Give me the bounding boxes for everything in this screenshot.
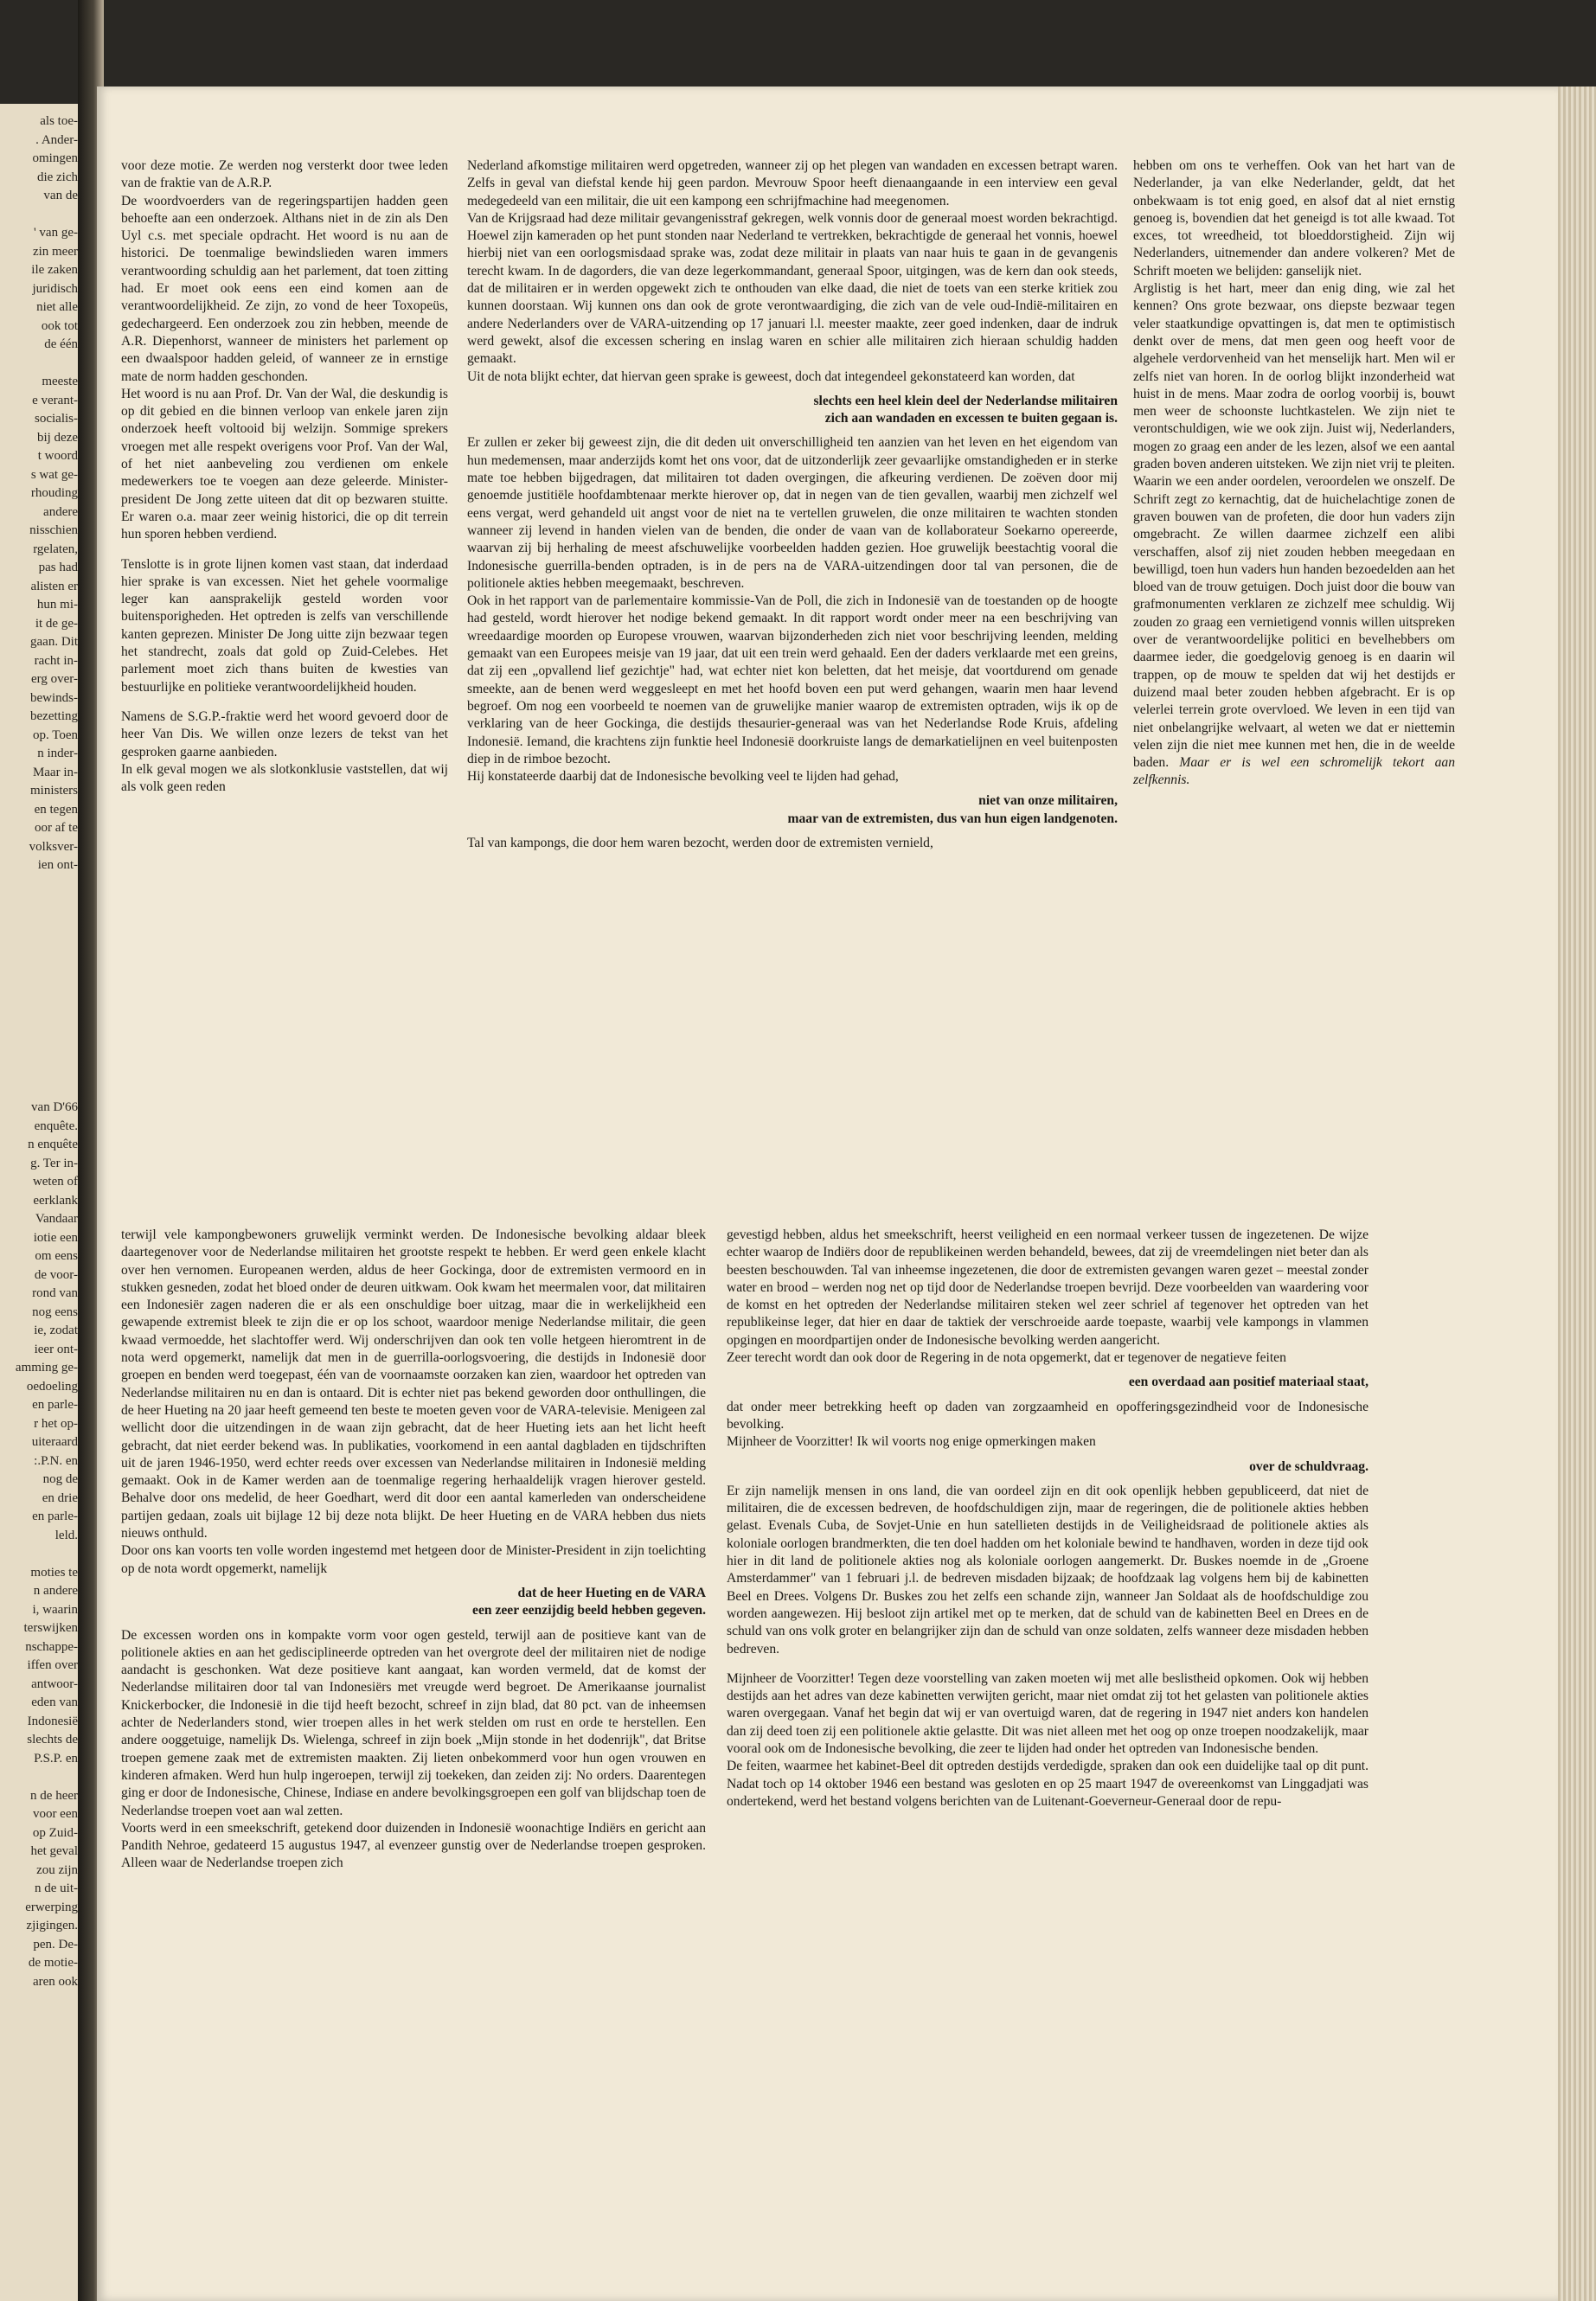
previous-page-line: op. Toen: [32, 727, 78, 742]
paragraph: Namens de S.G.P.-fraktie werd het woord gevoerd door de heer Van Dis. We willen onze lezers de tekst van het gesproken gaarne aanbieden.: [121, 708, 448, 760]
previous-page-edge: [0, 104, 83, 2301]
previous-page-line: volksver-: [29, 839, 78, 854]
previous-page-line: Maar in-: [32, 765, 78, 779]
previous-page-line: oedoeling: [26, 1379, 78, 1394]
paragraph: Ook in het rapport van de parlementaire kommissie-Van de Poll, die zich in Indonesië van de toestanden op de hoogte had gesteld, wordt hierover het nodige bekend gemaakt. In dit rapport wordt onder meer na een beschrijving van wreedaardige moorden op Europese vrouwen, waarvan bijzonderheden zich niet voor beschrijving leenden, melding gemaakt van een Europees meisje van 19 jaar, dat uit een trein werd gehaald. Een der daders verklaarde met een greins, dat zij een „opvallend lief gezichtje" had, wat echter niet kon beletten, dat het meisje, dat voortdurend om genade smeekte, aan de benen werd weggesleept en met het hoofd boven een put werd gehangen, waarin men haar levend begroef. Om nog een voorbeeld te noemen van de gruwelijke manier waarop de extremisten optraden, wijs ik op de verklaring van de heer Gockinga, die destijds thesaurier-generaal was van het Nederlandse Rode Kruis, afdeling Indonesië. Iemand, die krachtens zijn funktie heel Indonesië doorkruiste langs de demarkatielijnen en veel buitenposten diep in de rimboe bezocht.: [467, 593, 1118, 766]
previous-page-line: rond van: [32, 1286, 78, 1300]
column-3: [1133, 157, 1455, 790]
paragraph: Hij konstateerde daarbij dat de Indonesische bevolking veel te lijden had gehad,: [467, 769, 899, 785]
previous-page-line: e verant-: [32, 393, 78, 407]
paragraph: Mijnheer de Voorzitter! Ik wil voorts nog enige opmerkingen maken: [727, 1434, 1096, 1450]
previous-page-line: racht in-: [34, 653, 78, 668]
italic-sentence: Maar er is wel een schromelijk tekort aan zelfkennis.: [1133, 755, 1455, 788]
paragraph: hebben om ons te verheffen. Ook van het hart van de Nederlander, ja van elke Nederlander, geldt, dat het onbekwaam is tot enig goed, en alsof dat al niet ernstig genoeg is, bovendien dat het geneigd is tot alle kwaad. Tot exces, tot wreedheid, tot bloeddorstigheid. Zijn wij Nederlanders, uitnemender dan andere volkeren? Met de Schrift moeten we belijden: ganselijk niet.: [1133, 158, 1455, 279]
previous-page-line: juridisch: [32, 281, 78, 296]
previous-page-line: t woord: [37, 449, 78, 463]
page-stack-edge: [1558, 87, 1596, 2301]
previous-page-line: en parle-: [32, 1398, 78, 1412]
previous-page-line: rgelaten,: [33, 542, 78, 556]
previous-page-line: om eens: [35, 1249, 78, 1263]
previous-page-line: g. Ter in-: [30, 1156, 78, 1170]
previous-page-line: ie, zodat: [34, 1324, 78, 1337]
previous-page-line: [0, 206, 83, 225]
paragraph: Het woord is nu aan Prof. Dr. Van der Wal, die deskundig is op dit gebied en die binnen verloop van enkele jaren zijn onderzoek heeft voltooid bij welzijn. Sommige sprekers vroegen met alle respekt overigens voor Prof. Van der Wal, of het niet aanbeveling zou verdienen om enkele medewerkers toe te voegen aan deze geleerde. Minister-president De Jong zette uiteen dat dit op bezwaren stuitte. Er waren o.a. maar zeer weinig historici, die op dit terrein hun sporen hebben verdiend.: [121, 386, 448, 542]
previous-page-line: terswijken: [23, 1621, 78, 1635]
previous-page-line: de motie-: [28, 1956, 78, 1970]
previous-page-line: Indonesië: [27, 1714, 78, 1728]
previous-page-column-bottom: [0, 1099, 83, 1991]
paragraph: Arglistig is het hart, meer dan enig ding, wie zal het kennen? Ons grote bezwaar, ons diepste bezwaar tegen veler staatkundige opvattingen is, dat men te optimistisch denkt over de mens, dat men geen oog heeft voor de algehele verdorvenheid van het menselijk hart. Men wil er zelfs niet van horen. In de oorlog blijkt inzonderheid wat huist in de mens. Maar zodra de oorlog voorbij is, bouwt men weer de schoonste luchtkastelen. We zijn niet te verontschuldigen, wie we ook zijn. Juist wij, Nederlanders, mogen zo graag een ander de les lezen, alsof we een aantal graden boven anderen uitsteken. We zijn niet vrij te pleiten. Waarin we een ander oordelen, veroordelen we onszelf. De Schrift zegt zo kernachtig, dat de huichelachtige zonen de graven bouwen van de profeten, die door hun vaders zijn omgebracht. Ze willen daarmee zichzelf een alibi verschaffen, alsof zij niet zouden hebben meegedaan en bewilligd, toen hun vaders hun handen bezoedelden aan het bloed van de trouw getuigen. Doch juist door die bouw van grafmonumenten verklaren ze zichzelf mee schuldig. Wij zouden zo graag een vernietigend vonnis willen uitspreken over de verantwoordelijke politici en bevelhebbers om daarmee ieder, die goedgelovig genoeg is en daarin wil trappen, op de mouw te spelden dat wij het destijds er duizend maal beter zouden hebben afgebracht. Er is op velerlei terrein grote overvloed. We leven in een tijd van niet onbelangrijke welvaart, al weten we dat er niettemin velen zijn die niet mee kunnen met hen, die in de weelde baden. Maar er is wel een schromelijk tekort aan zelfkennis.: [1133, 281, 1455, 788]
previous-page-line: niet alle: [36, 300, 78, 314]
previous-page-line: erwerping: [25, 1900, 78, 1914]
previous-page-line: n andere: [33, 1584, 78, 1598]
lower-right-block: [727, 1227, 1368, 1811]
previous-page-line: ieer ont-: [34, 1342, 78, 1356]
previous-page-line: hun mi-: [36, 598, 78, 612]
previous-page-line: nog de: [42, 1472, 78, 1486]
previous-page-line: nog eens: [32, 1304, 78, 1319]
previous-page-line: ien ont-: [37, 858, 78, 872]
previous-page-line: andere: [43, 504, 78, 519]
emphasized-quote: slechts een heel klein deel der Nederlandse militairen zich aan wandaden en excessen te buiten gegaan is.: [813, 393, 1118, 426]
paragraph: Voorts werd in een smeekschrift, getekend door duizenden in Indonesië woonachtige Indiërs en gericht aan Pandith Nehroe, gedateerd 15 augustus 1947, al evenzeer gunstig over de Nederlandse troepen gesproken. Alleen waar de Nederlandse troepen zich: [121, 1820, 706, 1871]
previous-page-line: voor een: [32, 1807, 78, 1821]
previous-page-line: n enquête: [28, 1138, 78, 1151]
previous-page-line: slechts de: [27, 1733, 78, 1747]
previous-page-line: eden van: [31, 1695, 78, 1709]
page: [97, 87, 1559, 2301]
previous-page-line: antwoor-: [31, 1676, 78, 1691]
previous-page-line: it de ge-: [35, 616, 78, 631]
emphasized-quote: een overdaad aan positief materiaal staat,: [1128, 1375, 1368, 1390]
previous-page-line: oor af te: [35, 821, 78, 835]
previous-page-line: [0, 355, 83, 374]
previous-page-line: leld.: [54, 1528, 78, 1542]
previous-page-line: aren ook: [32, 1974, 78, 1989]
previous-page-line: [0, 1768, 83, 1787]
previous-page-line: nschappe-: [25, 1639, 78, 1654]
previous-page-line: . Ander-: [35, 132, 78, 147]
emphasized-quote: dat de heer Hueting en de VARA een zeer eenzijdig beeld hebben gegeven.: [472, 1585, 706, 1618]
previous-page-line: bij deze: [36, 430, 78, 445]
previous-page-line: zjigingen.: [26, 1919, 78, 1932]
paragraph: De woordvoerders van de regeringspartijen hadden geen behoefte aan een onderzoek. Althans niet in de zin als Den Uyl c.s. met speciale opdracht. Het woord is nu aan de historici. De toenmalige bewindslieden waren immers verantwoording schuldig aan het parlement, dat toen zitting had. Er moet ook eens een eind komen aan de verantwoordelijkheid. Ze zijn, zo vond de heer Toxopeüs, gedechargeerd. Een onderzoek zou zin hebben, meende de A.R. Diepenhorst, wanneer de ministers het parlement op een dwaalspoor hadden geleid, of wanneer ze in ernstige mate de norm hadden geschonden.: [121, 193, 448, 384]
previous-page-line: pas had: [38, 561, 78, 574]
previous-page-line: amming ge-: [15, 1361, 78, 1375]
previous-page-line: en parle-: [32, 1509, 78, 1523]
previous-page-line: van D'66: [31, 1100, 78, 1114]
paragraph: dat onder meer betrekking heeft op daden van zorgzaamheid en opofferingsgezindheid voor de Indonesische bevolking.: [727, 1399, 1368, 1432]
previous-page-line: zou zijn: [36, 1862, 78, 1877]
previous-page-line: rhouding: [30, 486, 78, 500]
previous-page-line: i, waarin: [32, 1602, 78, 1617]
paragraph: Nederland afkomstige militairen werd opgetreden, wanneer zij op het plegen van wandaden en excessen betrapt waren. Zelfs in geval van diefstal kende hij geen pardon. Mevrouw Spoor heeft dienaangaande in een interview een geval medegedeeld van een militair, die uit een kampong een schrijfmachine had meegenomen.: [467, 158, 1118, 208]
paragraph: Van de Krijgsraad had deze militair gevangenisstraf gekregen, welk vonnis door de generaal moest worden bekrachtigd. Hoewel zijn kameraden op het punt stonden naar Nederland te vertrekken, bekrachtigde de generaal het vonnis, hoewel hierbij niet van een oorlogsmisdaad sprake was, zodat deze militair in plaats van naar huis te gaan in de gevangenis terecht kwam. In de dagorders, die van deze legerkommandant, generaal Spoor, uitgingen, was de kern dan ook steeds, dat de militairen er in werden opgewekt zich te onthouden van elke daad, die niet de toets van een sterke kritiek zou kunnen doorstaan. Wij kunnen ons dan ook de grote verontwaardiging, die zich van de vele oud-Indië-militairen en andere Nederlanders over de VARA-uitzending op 17 januari l.l. meester maakte, zeer goed indenken, daar de indruk werd gewekt, alsof die excessen schering en inslag waren en schier alle militairen zich hieraan schuldig hadden gemaakt.: [467, 210, 1118, 367]
previous-page-line: zin meer: [32, 244, 78, 259]
previous-page-line: :.P.N. en: [34, 1453, 78, 1468]
lower-left-block: [121, 1227, 706, 1873]
previous-page-line: n de uit-: [35, 1881, 78, 1895]
column-2: [467, 157, 1118, 852]
previous-page-line: n de heer: [30, 1788, 78, 1803]
previous-page-line: de één: [44, 337, 78, 351]
previous-page-line: n inder-: [37, 747, 78, 760]
previous-page-line: omingen: [32, 151, 78, 165]
previous-page-line: nisschien: [29, 523, 78, 537]
previous-page-line: ministers: [30, 784, 78, 798]
previous-page-line: bewinds-: [30, 690, 78, 705]
previous-page-line: bezetting: [30, 709, 78, 723]
paragraph: Tal van kampongs, die door hem waren bezocht, werden door de extremisten vernield,: [467, 835, 933, 850]
previous-page-line: die zich: [36, 170, 78, 184]
previous-page-line: op Zuid-: [32, 1825, 78, 1840]
paragraph: gevestigd hebben, aldus het smeekschrift, heerst veiligheid en een normaal verkeer tussen de ingezetenen. De wijze echter waarop de Indiërs door de republikeinen werden behandeld, bewees, dat zij de vreemdelingen niet beter dan als beesten beschouwden. Tal van inheemse ingezetenen, die door de extremisten gevangen waren gezet – meestal zonder water en brood – werden nog net op tijd door de Nederlandse troepen bevrijd. Deze voorbeelden van waardering voor de komst en het optreden der Nederlandse militairen steken wel zeer schriel af tegenover het optreden van het republikeinse leger, dat hier en daar de taktiek der verschroeide aarde toepaste, waarbij vele kampongs in vlammen opgingen en moordpartijen onder de Indonesische bevolking werden aangericht.: [727, 1227, 1368, 1348]
previous-page-line: [0, 1545, 83, 1564]
paragraph: voor deze motie. Ze werden nog versterkt door twee leden van de fraktie van de A.R.P.: [121, 158, 448, 191]
paragraph: Uit de nota blijkt echter, dat hiervan geen sprake is geweest, doch dat integendeel gekonstateerd kan worden, dat: [467, 369, 1075, 384]
previous-page-line: r het op-: [34, 1416, 78, 1431]
previous-page-line: eerklank: [33, 1193, 78, 1208]
paragraph: Tenslotte is in grote lijnen komen vast staan, dat inderdaad hier sprake is van excessen. Niet het gehele voormalige leger kan aansprakelijk gesteld worden voor buitensporigheden. Het optreden is zelfs van verschillende kanten geprezen. Minister De Jong uitte zijn bezwaar tegen het standrecht, zoals dat gold op Zuid-Celebes. Het parlement moet zich thans buiten de kwesties van bestuurlijke en politieke verantwoordelijkheid houden.: [121, 556, 448, 695]
previous-page-line: weten of: [32, 1175, 78, 1189]
previous-page-line: iffen over: [27, 1658, 78, 1672]
paragraph: De feiten, waarmee het kabinet-Beel dit optreden destijds verdedigde, spraken dan ook een duidelijke taal op dit punt. Nadat toch op 14 oktober 1946 een bestand was gesloten en op 25 maart 1947 de overeenkomst van Linggadjati was ondertekend, werd het bestand volgens berichten van de Luitenant-Goeverneur-Generaal door de repu-: [727, 1759, 1368, 1809]
previous-page-line: s wat ge-: [30, 467, 78, 482]
previous-page-line: iotie een: [33, 1230, 78, 1245]
paragraph: De excessen worden ons in kompakte vorm voor ogen gesteld, terwijl aan de positieve kant van de politionele akties en aan het gedisciplineerde optreden van het overgrote deel der militairen niet de nodige aandacht is geschonken. Wat deze positieve kant aangaat, kan worden vermeld, dat de komst der Nederlandse militairen door tal van Indonesiërs met vreugde werd begroet. De Amerikaanse journalist Knickerbocker, die Indonesië in die tijd heeft bezocht, schreef in zijn blad, dat 80 pct. van de inheemsen achter de Nederlanders stond, wier troepen alles in het werk stelden om rust en orde te herstellen. Een andere ooggetuige, namelijk Ds. Wielenga, schreef in zijn boek „Mijn stonde in het dodenrijk", dat Britse troepen gemene zaak met de extremisten maakten. Zij lieten onbekommerd voor hun ogen vrouwen en kinderen afmaken. Werd hun hulp ingeroepen, terwijl zij toekeken, dan zeiden zij: No orders. Daarentegen ging er door de Indonesische, Chinese, Indiase en andere bevolkingsgroepen een golf van blijdschap toen de Nederlandse troepen voet aan wal zetten.: [121, 1627, 706, 1818]
previous-page-line: socialis-: [35, 412, 78, 426]
previous-page-line: P.S.P. en: [34, 1751, 78, 1766]
paragraph: Er zullen er zeker bij geweest zijn, die dit deden uit onverschilligheid ten aanzien van het leven en het eigendom van hun medemensen, maar anderzijds komt het ons voor, dat de uitzonderlijk zeer gevaarlijke omstandigheden er in sterke mate toe hebben bijgedragen, dat militairen tot daden overgingen, die afkeuring verdienen. De zoëven door mij genoemde justitiële hoofdambtenaar merkte hierover op, dat in negen van de tien gevallen, waarbij men zichzelf wel eens vergat, werd gehandeld uit angst voor de niet na te vertellen gruwelen, die onze militairen te wachten stonden wanneer zij levend in handen vielen van de benden, die onder de vaan van de kollaborateur Soekarno opereerde, waarvan zij bij herhaling de meest afschuwelijke voorbeelden hadden gezien. Hoe gruwelijk beestachtig vooral die Indonesische guerrilla-benden optraden, is in de pers na de VARA-uitzendingen door tal van personen, die de politionele akties hebben meegemaakt, beschreven.: [467, 435, 1118, 591]
previous-page-line: enquête.: [34, 1118, 78, 1133]
previous-page-line: uiteraard: [31, 1435, 78, 1449]
previous-page-line: als toe-: [40, 114, 78, 128]
previous-page-line: pen. De-: [33, 1937, 78, 1952]
previous-page-line: ile zaken: [31, 263, 78, 277]
paragraph: Door ons kan voorts ten volle worden ingestemd met hetgeen door de Minister-President in zijn toelichting op de nota wordt opgemerkt, namelijk: [121, 1543, 706, 1576]
emphasized-quote: niet van onze militairen, maar van de extremisten, dus van hun eigen landgenoten.: [787, 793, 1118, 826]
paragraph: Mijnheer de Voorzitter! Tegen deze voorstelling van zaken moeten wij met alle beslistheid opkomen. Ook wij hebben destijds aan het adres van deze kabinetten verwijten gericht, maar niet omdat zij tot het gelasten van politionele akties waren overgegaan. Vanaf het begin dat wij er van overtuigd waren, dat de regering in 1947 niet anders kon handelen dan zij deed toen zij een politionele aktie gelastte. Dit was niet alleen met het oog op onze troepen noodzakelijk, maar vooral ook om de Indonesische bevolking, die zeer te lijden had onder het optreden van Indonesische benden.: [727, 1670, 1368, 1757]
previous-page-line: van de: [43, 189, 78, 202]
previous-page-line: Vandaar: [35, 1212, 78, 1226]
paragraph: Er zijn namelijk mensen in ons land, die van oordeel zijn en dit ook openlijk hebben gepubliceerd, dat niet de militairen, die de excessen bedreven, de hoofdschuldigen zijn, maar de regeringen, die de politionele akties hebben gelast. Evenals Cuba, de Sovjet-Unie en hun satellieten destijds in de Veiligheidsraad de politionele akties als koloniale oorlogen brandmerkten, die ten doel hadden om het koloniale bewind te handhaven, worden in deze tijd ook hier in dit land de politionele akties nog als koloniale oorlogen aangemerkt. Dr. Buskes noemde in de „Groene Amsterdammer" van 1 februari j.l. de bedreven misdaden bijzaak; de hoofdzaak lag volgens hem bij de kabinetten Beel en Drees. Volgens Dr. Buskes zou het zelfs een schande zijn, wanneer Jan Soldaat als de hoofdschuldige zou worden aangewezen. Hij besloot zijn artikel met op te merken, dat de schuld van de kabinetten Beel en Drees en de schuld van ons volk groter en belangrijker zijn dan de schuld van onze soldaten, zelfs wanneer deze misdaden hebben bedreven.: [727, 1483, 1368, 1657]
paragraph: Zeer terecht wordt dan ook door de Regering in de nota opgemerkt, dat er tegenover de negatieve feiten: [727, 1350, 1286, 1366]
previous-page-line: het geval: [30, 1844, 78, 1858]
previous-page-line: moties te: [30, 1565, 78, 1580]
previous-page-line: ' van ge-: [33, 226, 78, 240]
previous-page-line: meeste: [42, 375, 78, 388]
paragraph: terwijl vele kampongbewoners gruwelijk verminkt werden. De Indonesische bevolking aldaar bleek daartegenover voor de Nederlandse militairen het grootste respekt te hebben. Er werd geen enkele klacht over hen vernomen. Europeanen werden, aldus de heer Gockinga, door de extremisten vermoord en in stukken gesneden, zodat het bloed onder de deuren uitkwam. Ook kwam het meermalen voor, dat militairen een Indonesiër zagen naderen die er als een onschuldige boer uitzag, maar die in werkelijkheid een gewapende extremist bleek te zijn die er op los schoot, waardoor menige Nederlandse militair, die geen kwaad vermoedde, het slachtoffer werd. Wij onderschrijven dan ook ten volle hetgeen hieromtrent in de nota werd opgemerkt, namelijk dat men in de guerrilla-oorlogsvoering, die destijds in Indonesië door groepen en benden werd toegepast, één van de voornaamste oorzaken kan zien, waardoor het optreden van Nederlandse militairen nu en dan is ontaard. Dit is echter niet pas bekend geworden door onthullingen, die de heer Hueting na 20 jaar heeft gemeend ten beste te moeten geven voor de VARA-televisie. Menigeen zal wellicht door die uitzendingen in de waan zijn gebracht, dat de heer Hueting iets aan het licht heeft gebracht, dat niet eerder bekend was. In publikaties, voorkomend in een aantal dagbladen en tijdschriften uit de jaren 1946-1950, werd echter reeds over excessen van Nederlandse militairen in Indonesië melding gemaakt. Ook in de Kamer werden aan de toenmalige regering herhaaldelijk vragen hierover gesteld. Behalve door ons medelid, de heer Goedhart, werd dit door een aantal kamerleden van onderscheidene partijen gedaan, zoals uit bijlage 12 bij deze nota blijkt. De heer Hueting en de VARA hebben dus niets nieuws onthuld.: [121, 1227, 706, 1541]
previous-page-line: alisten er: [30, 579, 78, 593]
emphasized-quote: over de schuldvraag.: [1249, 1458, 1368, 1474]
column-1: [121, 157, 448, 796]
previous-page-line: ook tot: [41, 318, 78, 333]
previous-page-line: en drie: [42, 1490, 78, 1505]
previous-page-column-top: [0, 112, 83, 875]
paragraph: In elk geval mogen we als slotkonklusie vaststellen, dat wij als volk geen reden: [121, 761, 448, 795]
previous-page-line: erg over-: [31, 672, 78, 686]
previous-page-line: gaan. Dit: [30, 635, 78, 649]
previous-page-line: en tegen: [34, 802, 78, 817]
previous-page-line: de voor-: [34, 1267, 78, 1282]
